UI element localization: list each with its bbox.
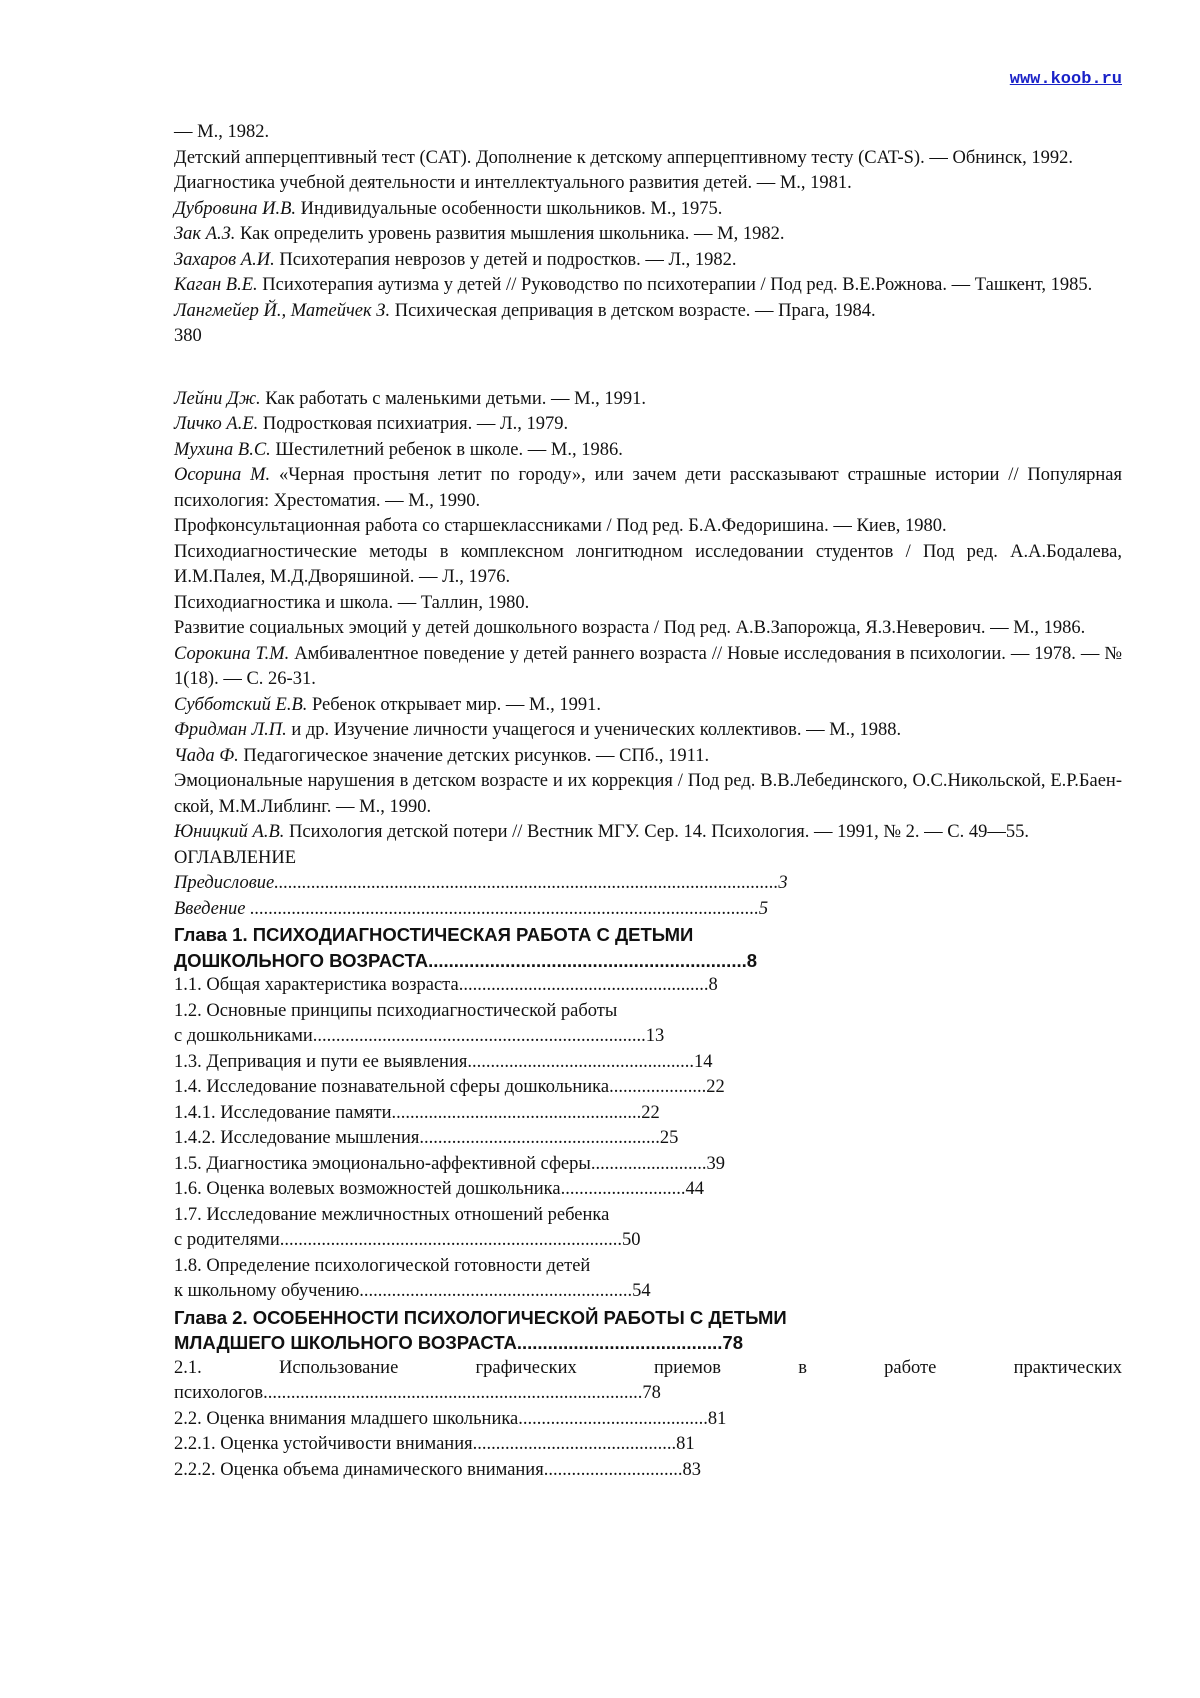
toc-entry: 1.4. Исследование познавательной сферы дошкольника.....................22 (174, 1077, 725, 1097)
reference-text: Амбивалентное поведение у детей раннего возраста // Новые исследования в психологии. — 1978. — № 1(18). — С. 26-31. (174, 643, 1122, 689)
reference-entry (174, 820, 1122, 846)
table-of-contents (174, 846, 1122, 1484)
reference-entry (174, 387, 1122, 413)
reference-text: Психодиагностические методы в комплексном лонгитюдном исследовании студентов / Под ред. А.А.Бодалева, И.М.Палея, М.Д.Дворяшиной. — Л., 1976. (174, 541, 1122, 587)
reference-author: Юницкий А.В. (174, 822, 285, 842)
reference-author: Каган В.Е. (174, 275, 258, 295)
reference-text: Психическая депривация в детском возрасте. — Прага, 1984. (390, 300, 876, 321)
toc-entry: с родителями..........................................................................50 (174, 1230, 641, 1250)
page-content (174, 120, 1122, 1483)
reference-text: Шестилетний ребенок в школе. — М., 1986. (270, 439, 623, 460)
toc-entry: 2.2. Оценка внимания младшего школьника.........................................81 (174, 1408, 727, 1429)
reference-entry (174, 718, 1122, 744)
reference-entry (174, 540, 1122, 591)
reference-text: Детский апперцептивный тест (CAT). Дополнение к детскому апперцептивному тесту (CAT-S). — Обнинск, 1992. (174, 147, 1074, 168)
toc-entry: Введение ..............................................................................................................5 (174, 898, 769, 919)
toc-chapter-heading: Глава 2. ОСОБЕННОСТИ ПСИХОЛОГИЧЕСКОЙ РАБОТЫ С ДЕТЬМИ (174, 1306, 787, 1328)
reference-entry (174, 120, 1122, 146)
toc-entry: психологов..................................................................................78 (174, 1383, 661, 1403)
toc-entry: 1.6. Оценка волевых возможностей дошкольника...........................44 (174, 1179, 704, 1199)
toc-entry: 1.7. Исследование межличностных отношений ребенка (174, 1204, 610, 1225)
references-bottom (174, 387, 1122, 846)
reference-text: Как определить уровень развития мышления школьника. — М, 1982. (235, 224, 785, 244)
toc-entry: Предисловие.............................................................................................................3 (174, 873, 788, 893)
reference-text: Педагогическое значение детских рисунков. — СПб., 1911. (238, 745, 710, 766)
reference-text: и др. Изучение личности учащегося и ученических коллективов. — М., 1988. (286, 720, 902, 740)
reference-entry (174, 197, 1122, 223)
reference-author: Захаров А.И. (174, 249, 275, 270)
page-number: 380 (174, 326, 202, 346)
reference-author: Сорокина Т.М. (174, 643, 290, 664)
reference-entry (174, 769, 1122, 820)
reference-entry (174, 438, 1122, 464)
reference-text: Диагностика учебной деятельности и интеллектуального развития детей. — М., 1981. (174, 173, 852, 193)
reference-text: Психология детской потери // Вестник МГУ. Сер. 14. Психология. — 1991, № 2. — С. 49—55. (284, 822, 1029, 842)
reference-author: Зак А.З. (174, 224, 236, 244)
toc-chapter-heading: Глава 1. ПСИХОДИАГНОСТИЧЕСКАЯ РАБОТА С ДЕТЬМИ (174, 924, 694, 945)
toc-title: ОГЛАВЛЕНИЕ (174, 847, 297, 868)
toc-entry: 1.3. Депривация и пути ее выявления.................................................14 (174, 1051, 713, 1072)
references-top (174, 120, 1122, 324)
reference-entry (174, 248, 1122, 274)
reference-entry (174, 693, 1122, 719)
reference-text: Индивидуальные особенности школьников. М., 1975. (296, 198, 723, 219)
toc-chapter-heading: МЛАДШЕГО ШКОЛЬНОГО ВОЗРАСТА........................................78 (174, 1332, 743, 1353)
reference-text: Подростковая психиатрия. — Л., 1979. (258, 414, 569, 434)
reference-entry (174, 273, 1122, 299)
reference-entry (174, 744, 1122, 770)
toc-entry: 1.4.2. Исследование мышления....................................................25 (174, 1128, 679, 1148)
toc-entry: 2.2.2. Оценка объема динамического внимания..............................83 (174, 1459, 701, 1480)
toc-entry: 1.4.1. Исследование памяти......................................................22 (174, 1102, 660, 1123)
reference-author: Чада Ф. (174, 745, 239, 766)
reference-author: Фридман Л.П. (174, 720, 287, 740)
reference-text: Развитие социальных эмоций у детей дошкольного возраста / Под ред. А.В.Запорожца, Я.З.Неверович. — М., 1986. (174, 618, 1086, 638)
toc-entry: к школьному обучению...........................................................54 (174, 1281, 651, 1301)
toc-entry: 1.5. Диагностика эмоционально-аффективной сферы.........................39 (174, 1153, 725, 1174)
reference-author: Личко А.Е. (174, 414, 259, 434)
toc-entry: 1.1. Общая характеристика возраста......................................................8 (174, 975, 718, 995)
toc-entry: 2.2.1. Оценка устойчивости внимания............................................81 (174, 1434, 695, 1454)
site-link[interactable]: www.koob.ru (1009, 70, 1122, 89)
toc-entry: 1.2. Основные принципы психодиагностической работы (174, 1000, 618, 1021)
reference-entry (174, 412, 1122, 438)
reference-text: Ребенок открывает мир. — М., 1991. (307, 694, 601, 715)
reference-author: Осорина М. (174, 465, 271, 485)
reference-entry (174, 299, 1122, 325)
reference-entry (174, 171, 1122, 197)
reference-entry (174, 514, 1122, 540)
reference-text: Психотерапия аутизма у детей // Руководство по психотерапии / Под ред. В.Е.Рожнова. — Ташкент, 1985. (257, 275, 1093, 295)
reference-entry (174, 642, 1122, 693)
reference-author: Мухина В.С. (174, 439, 271, 460)
reference-text: Психодиагностика и школа. — Таллин, 1980. (174, 592, 530, 613)
toc-entry: с дошкольниками........................................................................13 (174, 1026, 665, 1046)
reference-author: Субботский Е.В. (174, 694, 308, 715)
toc-entry: 2.1. Использование графических приемов в работе практических (174, 1357, 1122, 1378)
reference-entry (174, 222, 1122, 248)
reference-text: Как работать с маленькими детьми. — М., 1991. (260, 388, 647, 409)
reference-author: Лангмейер Й., Матейчек З. (174, 300, 391, 321)
toc-entry: 1.8. Определение психологической готовности детей (174, 1255, 591, 1276)
reference-entry (174, 591, 1122, 617)
reference-entry (174, 146, 1122, 172)
reference-text: Профконсультационная работа со старшеклассниками / Под ред. Б.А.Федоришина. — Киев, 1980. (174, 516, 947, 536)
reference-text: Эмоциональные нарушения в детском возрасте и их коррекция / Под ред. В.В.Лебединского, О.С.Никольской, Е.Р.Баен-ской, М.М.Либлинг. — М., 1990. (174, 771, 1122, 817)
reference-author: Лейни Дж. (174, 388, 261, 409)
reference-author: Дубровина И.В. (174, 198, 297, 219)
reference-text: «Черная простыня летит по городу», или зачем дети рассказывают страшные истории // Популярная психология: Хрестоматия. — М., 1990. (174, 465, 1122, 511)
reference-entry (174, 616, 1122, 642)
reference-entry (174, 463, 1122, 514)
toc-chapter-heading: ДОШКОЛЬНОГО ВОЗРАСТА..............................................................8 (174, 949, 758, 971)
reference-text: Психотерапия неврозов у детей и подростков. — Л., 1982. (274, 249, 737, 270)
reference-text: — М., 1982. (174, 122, 270, 142)
